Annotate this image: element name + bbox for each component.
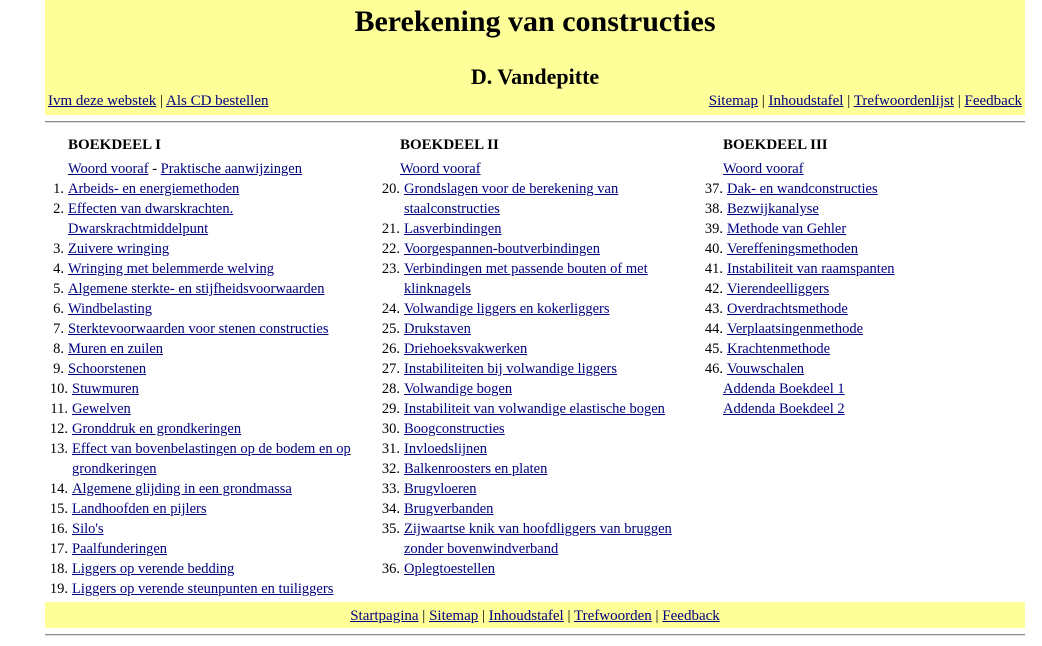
separator: | xyxy=(847,93,851,109)
chapter-item xyxy=(46,339,356,359)
chapter-number: 25. xyxy=(381,321,400,337)
column-boekdeel-1 xyxy=(46,137,356,599)
chapter-link[interactable]: Boogconstructies xyxy=(404,421,505,437)
chapter-item xyxy=(46,199,356,239)
chapter-link[interactable]: Verbindingen met passende bouten of met klinknagels xyxy=(404,261,648,297)
chapter-number: 39. xyxy=(704,221,723,237)
chapter-item xyxy=(699,359,939,379)
chapter-link[interactable]: Balkenroosters en platen xyxy=(404,461,548,477)
chapter-number: 3. xyxy=(53,241,64,257)
page-title: Berekening van constructies xyxy=(354,5,716,38)
link-startpagina[interactable]: Startpagina xyxy=(350,608,419,624)
chapter-item xyxy=(376,519,686,559)
chapter-item xyxy=(699,219,939,239)
chapter-number: 20. xyxy=(381,181,400,197)
chapter-number: 16. xyxy=(49,521,68,537)
chapter-item xyxy=(46,559,356,579)
link-addenda-2[interactable]: Addenda Boekdeel 2 xyxy=(723,401,845,417)
chapter-link[interactable]: Vierendeelliggers xyxy=(727,281,830,297)
chapter-link[interactable]: Vereffeningsmethoden xyxy=(727,241,858,257)
chapter-number: 27. xyxy=(381,361,400,377)
chapter-link[interactable]: Muren en zuilen xyxy=(68,341,164,357)
chapter-number: 6. xyxy=(53,301,64,317)
chapter-link[interactable]: Volwandige liggers en kokerliggers xyxy=(404,301,610,317)
chapter-number: 41. xyxy=(704,261,723,277)
chapter-link[interactable]: Lasverbindingen xyxy=(404,221,502,237)
chapter-item xyxy=(699,259,939,279)
chapter-link[interactable]: Grondslagen voor de berekening van staalconstructies xyxy=(404,181,619,217)
chapter-number: 11. xyxy=(50,401,68,417)
chapter-number: 19. xyxy=(49,581,68,597)
chapter-item xyxy=(46,419,356,439)
chapter-number: 40. xyxy=(704,241,723,257)
chapter-number: 13. xyxy=(49,441,68,457)
divider-top xyxy=(45,121,1025,123)
chapter-number: 10. xyxy=(49,381,68,397)
header-right-links xyxy=(709,93,1022,110)
page-header xyxy=(45,0,1025,115)
chapter-number: 29. xyxy=(381,401,400,417)
chapter-item xyxy=(376,499,686,519)
column-heading: BOEKDEEL II xyxy=(400,137,499,153)
chapter-link[interactable]: Effecten van dwarskrachten. Dwarskrachtmiddelpunt xyxy=(68,201,234,237)
chapter-item xyxy=(376,459,686,479)
chapter-number: 31. xyxy=(381,441,400,457)
separator: | xyxy=(957,93,961,109)
chapter-list xyxy=(699,179,939,379)
chapter-item xyxy=(376,339,686,359)
chapter-item xyxy=(46,279,356,299)
chapter-link[interactable]: Algemene glijding in een grondmassa xyxy=(72,481,292,497)
link-woord-vooraf[interactable]: Woord vooraf xyxy=(68,161,149,177)
chapter-item xyxy=(46,379,356,399)
chapter-item xyxy=(46,519,356,539)
chapter-item xyxy=(46,539,356,559)
link-sitemap[interactable]: Sitemap xyxy=(708,93,758,109)
chapter-link[interactable]: Drukstaven xyxy=(404,321,471,337)
chapter-link[interactable]: Bezwijkanalyse xyxy=(727,201,819,217)
chapter-item xyxy=(699,179,939,199)
chapter-number: 32. xyxy=(381,461,400,477)
chapter-item xyxy=(46,579,356,599)
chapter-link[interactable]: Brugvloeren xyxy=(404,481,477,497)
link-cd-bestellen[interactable]: Als CD bestellen xyxy=(166,93,269,109)
separator: | xyxy=(481,608,485,624)
chapter-link[interactable]: Schoorstenen xyxy=(68,361,147,377)
link-trefwoorden[interactable]: Trefwoorden xyxy=(573,608,652,624)
chapter-item xyxy=(46,359,356,379)
chapter-link[interactable]: Dak- en wandconstructies xyxy=(727,181,878,197)
chapter-number: 26. xyxy=(381,341,400,357)
divider-bottom xyxy=(45,634,1025,636)
chapter-link[interactable]: Gronddruk en grondkeringen xyxy=(72,421,242,437)
chapter-number: 14. xyxy=(49,481,68,497)
chapter-item xyxy=(46,439,356,479)
link-feedback[interactable]: Feedback xyxy=(662,608,720,624)
chapter-item xyxy=(376,359,686,379)
page-footer xyxy=(45,602,1025,628)
chapter-link[interactable]: Methode van Gehler xyxy=(727,221,847,237)
chapter-number: 42. xyxy=(704,281,723,297)
chapter-number: 37. xyxy=(704,181,723,197)
chapter-item xyxy=(376,259,686,299)
chapter-number: 33. xyxy=(381,481,400,497)
chapter-item xyxy=(376,399,686,419)
chapter-item xyxy=(376,319,686,339)
chapter-item xyxy=(699,339,939,359)
separator: | xyxy=(422,608,426,624)
chapter-item xyxy=(46,479,356,499)
chapter-item xyxy=(376,219,686,239)
chapter-link[interactable]: Liggers op verende bedding xyxy=(72,561,235,577)
chapter-item xyxy=(376,419,686,439)
chapter-link[interactable]: Oplegtoestellen xyxy=(404,561,496,577)
chapter-number: 36. xyxy=(381,561,400,577)
chapter-item xyxy=(46,259,356,279)
chapter-link[interactable]: Krachtenmethode xyxy=(727,341,831,357)
chapter-link[interactable]: Volwandige bogen xyxy=(404,381,513,397)
page-author: D. Vandepitte xyxy=(470,64,600,89)
column-heading: BOEKDEEL III xyxy=(723,137,828,153)
chapter-link[interactable]: Gewelven xyxy=(72,401,131,417)
chapter-item xyxy=(46,399,356,419)
chapter-number: 22. xyxy=(381,241,400,257)
addenda-row xyxy=(699,379,939,399)
chapter-number: 4. xyxy=(53,261,64,277)
chapter-number: 28. xyxy=(381,381,400,397)
chapter-item xyxy=(699,199,939,219)
link-praktische-aanwijzingen[interactable]: Praktische aanwijzingen xyxy=(160,161,302,177)
intro-row xyxy=(46,159,356,179)
column-boekdeel-2 xyxy=(376,137,686,579)
chapter-number: 12. xyxy=(49,421,68,437)
chapter-link[interactable]: Sterktevoorwaarden voor stenen constructies xyxy=(68,321,329,337)
chapter-item xyxy=(376,439,686,459)
chapter-item xyxy=(376,379,686,399)
chapter-number: 21. xyxy=(381,221,400,237)
link-woord-vooraf[interactable]: Woord vooraf xyxy=(723,161,804,177)
intro-row xyxy=(699,159,939,179)
dash: - xyxy=(152,161,158,177)
addenda-row xyxy=(699,399,939,419)
chapter-item xyxy=(46,239,356,259)
chapter-link[interactable]: Landhoofden en pijlers xyxy=(72,501,207,517)
chapter-item xyxy=(46,179,356,199)
chapter-item xyxy=(376,479,686,499)
separator: | xyxy=(567,608,571,624)
chapter-number: 8. xyxy=(53,341,64,357)
link-sitemap[interactable]: Sitemap xyxy=(429,608,479,624)
chapter-link[interactable]: Effect van bovenbelastingen op de bodem en op grondkeringen xyxy=(72,441,351,477)
chapter-number: 30. xyxy=(381,421,400,437)
chapter-number: 17. xyxy=(49,541,68,557)
chapter-item xyxy=(46,319,356,339)
chapter-link[interactable]: Silo's xyxy=(72,521,104,537)
chapter-number: 9. xyxy=(53,361,64,377)
chapter-link[interactable]: Invloedslijnen xyxy=(404,441,487,457)
chapter-link[interactable]: Liggers op verende steunpunten en tuiliggers xyxy=(72,581,334,597)
chapter-number: 2. xyxy=(53,201,64,217)
chapter-link[interactable]: Windbelasting xyxy=(68,301,152,317)
chapter-number: 5. xyxy=(53,281,64,297)
chapter-link[interactable]: Driehoeksvakwerken xyxy=(404,341,528,357)
chapter-number: 15. xyxy=(49,501,68,517)
chapter-item xyxy=(699,239,939,259)
chapter-number: 45. xyxy=(704,341,723,357)
chapter-item xyxy=(376,239,686,259)
link-inhoudstafel[interactable]: Inhoudstafel xyxy=(488,608,564,624)
separator: | xyxy=(761,93,765,109)
chapter-list xyxy=(46,179,356,599)
chapter-link[interactable]: Wringing met belemmerde welving xyxy=(68,261,274,277)
link-woord-vooraf[interactable]: Woord vooraf xyxy=(400,161,481,177)
chapter-link[interactable]: Zijwaartse knik van hoofdliggers van bruggen zonder bovenwindverband xyxy=(404,521,672,557)
chapter-number: 43. xyxy=(704,301,723,317)
chapter-item xyxy=(699,279,939,299)
link-feedback[interactable]: Feedback xyxy=(964,93,1022,109)
chapter-link[interactable]: Instabiliteit van raamspanten xyxy=(727,261,895,277)
chapter-item xyxy=(699,299,939,319)
separator: | xyxy=(655,608,659,624)
chapter-number: 44. xyxy=(704,321,723,337)
link-trefwoordenlijst[interactable]: Trefwoordenlijst xyxy=(853,93,954,109)
chapter-link[interactable]: Algemene sterkte- en stijfheidsvoorwaarden xyxy=(68,281,325,297)
chapter-number: 23. xyxy=(381,261,400,277)
chapter-number: 1. xyxy=(53,181,64,197)
chapter-item xyxy=(376,179,686,219)
link-ivm-webstek[interactable]: Ivm deze webstek xyxy=(48,93,157,109)
chapter-link[interactable]: Arbeids- en energiemethoden xyxy=(68,181,240,197)
chapter-item xyxy=(699,319,939,339)
column-boekdeel-3 xyxy=(699,137,939,419)
chapter-number: 24. xyxy=(381,301,400,317)
chapter-item xyxy=(46,299,356,319)
separator: | xyxy=(160,93,164,109)
chapter-number: 34. xyxy=(381,501,400,517)
chapter-item xyxy=(46,499,356,519)
chapter-link[interactable]: Vouwschalen xyxy=(727,361,805,377)
chapter-number: 38. xyxy=(704,201,723,217)
chapter-number: 46. xyxy=(704,361,723,377)
chapter-link[interactable]: Instabiliteiten bij volwandige liggers xyxy=(404,361,618,377)
link-inhoudstafel[interactable]: Inhoudstafel xyxy=(768,93,844,109)
intro-row xyxy=(376,159,686,179)
chapter-number: 35. xyxy=(381,521,400,537)
chapter-item xyxy=(376,559,686,579)
chapter-number: 7. xyxy=(53,321,64,337)
chapter-link[interactable]: Verplaatsingenmethode xyxy=(727,321,864,337)
chapter-link[interactable]: Zuivere wringing xyxy=(68,241,170,257)
chapter-link[interactable]: Stuwmuren xyxy=(72,381,139,397)
link-addenda-1[interactable]: Addenda Boekdeel 1 xyxy=(723,381,845,397)
chapter-link[interactable]: Voorgespannen-boutverbindingen xyxy=(404,241,600,257)
chapter-number: 18. xyxy=(49,561,68,577)
chapter-list xyxy=(376,179,686,579)
chapter-link[interactable]: Brugverbanden xyxy=(404,501,494,517)
chapter-link[interactable]: Paalfunderingen xyxy=(72,541,168,557)
chapter-link[interactable]: Overdrachtsmethode xyxy=(727,301,848,317)
chapter-link[interactable]: Instabiliteit van volwandige elastische bogen xyxy=(404,401,665,417)
column-heading: BOEKDEEL I xyxy=(68,137,161,153)
header-left-links xyxy=(48,93,269,110)
chapter-item xyxy=(376,299,686,319)
